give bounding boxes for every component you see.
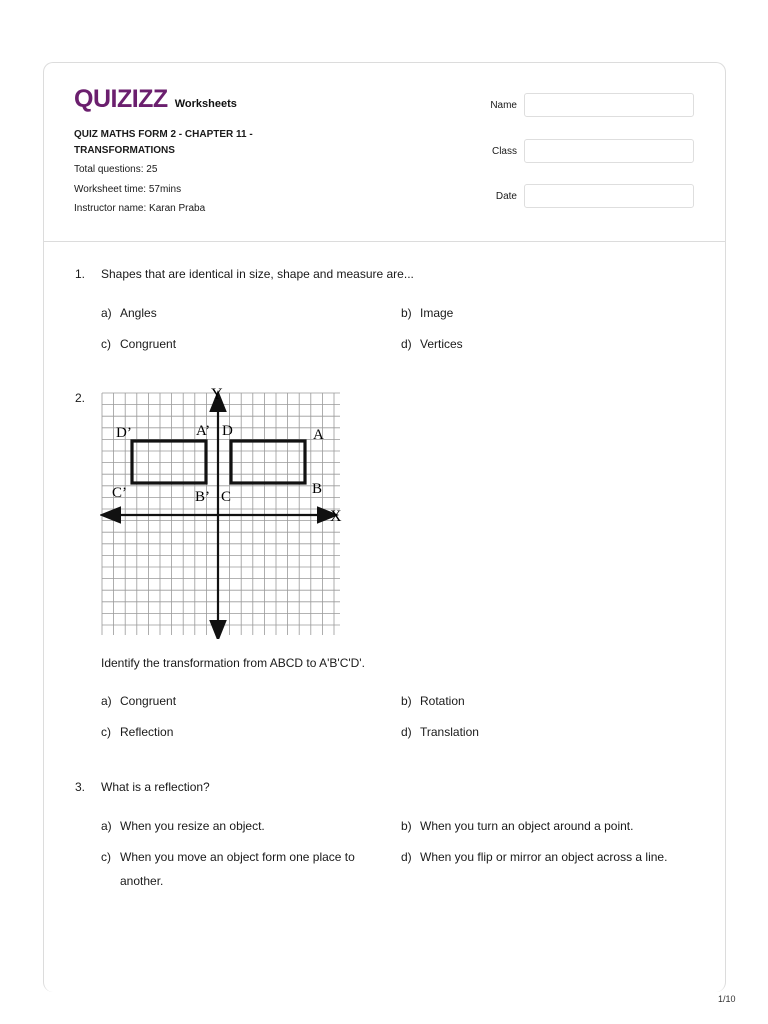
instructor-name: Instructor name: Karan Praba (74, 203, 206, 214)
label-b: B (312, 481, 323, 497)
option-a[interactable]: a) When you resize an object. (101, 819, 265, 833)
option-d[interactable]: d) Vertices (401, 337, 463, 351)
logo-subtitle: Worksheets (174, 98, 237, 110)
label-a: A (313, 427, 324, 443)
label-c-prime: C’ (112, 485, 127, 501)
name-field[interactable] (524, 93, 694, 117)
option-c[interactable]: c) When you move an object form one place to another. (101, 850, 355, 888)
question-text: Identify the transformation from ABCD to A'B'C'D'. (101, 656, 365, 670)
transformation-grid-figure (100, 385, 344, 639)
name-label: Name (490, 100, 517, 111)
worksheet-header (44, 63, 725, 242)
question-number: 3. (75, 780, 86, 794)
option-b[interactable]: b) Image (401, 306, 454, 320)
option-c[interactable]: c) Reflection (101, 725, 174, 739)
quizizz-logo: QUIZIZZ (74, 85, 168, 113)
option-a[interactable]: a) Angles (101, 306, 157, 320)
x-axis-label: X (330, 508, 342, 525)
option-c[interactable]: c) Congruent (101, 337, 177, 351)
option-d[interactable]: d) Translation (401, 725, 479, 739)
question-text: What is a reflection? (101, 780, 210, 794)
class-label: Class (491, 146, 517, 157)
label-d: D (222, 423, 233, 439)
date-field[interactable] (524, 184, 694, 208)
label-b-prime: B’ (195, 489, 210, 505)
worksheet (43, 62, 726, 992)
option-b[interactable]: b) When you turn an object around a point. (401, 819, 634, 833)
worksheet-time: Worksheet time: 57mins (74, 184, 182, 195)
option-a[interactable]: a) Congruent (101, 694, 177, 708)
label-c: C (221, 489, 232, 505)
page-number: 1/10 (718, 994, 736, 1004)
label-d-prime: D’ (116, 425, 132, 441)
question-number: 1. (75, 267, 86, 281)
option-b[interactable]: b) Rotation (401, 694, 465, 708)
brand (74, 85, 237, 114)
quiz-title: QUIZ MATHS FORM 2 - CHAPTER 11 - TRANSFORMATIONS (74, 129, 253, 156)
y-axis-label: Y (211, 386, 223, 403)
object-rectangle-abcd (231, 441, 305, 483)
date-label: Date (495, 191, 517, 202)
question-text: Shapes that are identical in size, shape and measure are... (101, 267, 414, 281)
total-questions: Total questions: 25 (74, 164, 158, 175)
label-a-prime: A’ (196, 423, 211, 439)
option-d[interactable]: d) When you flip or mirror an object across a line. (401, 850, 668, 864)
question-number: 2. (75, 391, 86, 405)
class-field[interactable] (524, 139, 694, 163)
